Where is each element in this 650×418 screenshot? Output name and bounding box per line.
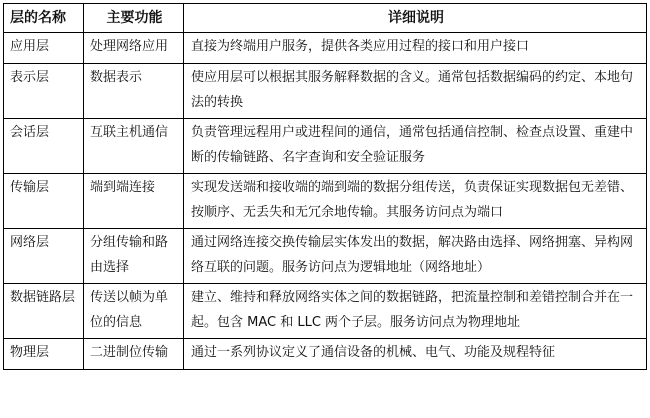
detail-cell: 实现发送端和接收端的端到端的数据分组传送，负责保证实现数据包无差错、按顺序、无丢失和无冗余地传输。其服务访问点为端口: [184, 174, 647, 229]
header-detail: 详细说明: [184, 4, 647, 33]
detail-cell: 通过网络连接交换传输层实体发出的数据，解决路由选择、网络拥塞、异构网络互联的问题。服务访问点为逻辑地址（网络地址）: [184, 229, 647, 284]
detail-cell: 通过一系列协议定义了通信设备的机械、电气、功能及规程特征: [184, 339, 647, 370]
detail-cell: 建立、维持和释放网络实体之间的数据链路，把流量控制和差错控制合并在一起。包含 MAC 和 LLC 两个子层。服务访问点为物理地址: [184, 284, 647, 339]
table-row: [4, 339, 647, 370]
layer-name-cell: 物理层: [4, 339, 84, 370]
table-row: [4, 33, 647, 64]
function-cell: 处理网络应用: [84, 33, 184, 64]
function-cell: 数据表示: [84, 64, 184, 119]
detail-cell: 使应用层可以根据其服务解释数据的含义。通常包括数据编码的约定、本地句法的转换: [184, 64, 647, 119]
osi-layers-table: [3, 3, 647, 370]
layer-name-cell: 传输层: [4, 174, 84, 229]
layer-name-cell: 会话层: [4, 119, 84, 174]
detail-cell: 负责管理远程用户或进程间的通信，通常包括通信控制、检查点设置、重建中断的传输链路、名字查询和安全验证服务: [184, 119, 647, 174]
table-row: [4, 64, 647, 119]
detail-cell: 直接为终端用户服务，提供各类应用过程的接口和用户接口: [184, 33, 647, 64]
function-cell: 分组传输和路由选择: [84, 229, 184, 284]
table-row: [4, 284, 647, 339]
function-cell: 互联主机通信: [84, 119, 184, 174]
function-cell: 二进制位传输: [84, 339, 184, 370]
header-row: [4, 4, 647, 33]
layer-name-cell: 数据链路层: [4, 284, 84, 339]
layer-name-cell: 应用层: [4, 33, 84, 64]
header-main-function: 主要功能: [84, 4, 184, 33]
layer-name-cell: 网络层: [4, 229, 84, 284]
function-cell: 传送以帧为单位的信息: [84, 284, 184, 339]
layer-name-cell: 表示层: [4, 64, 84, 119]
function-cell: 端到端连接: [84, 174, 184, 229]
table-row: [4, 229, 647, 284]
table-row: [4, 119, 647, 174]
table-row: [4, 174, 647, 229]
header-layer-name: 层的名称: [4, 4, 84, 33]
